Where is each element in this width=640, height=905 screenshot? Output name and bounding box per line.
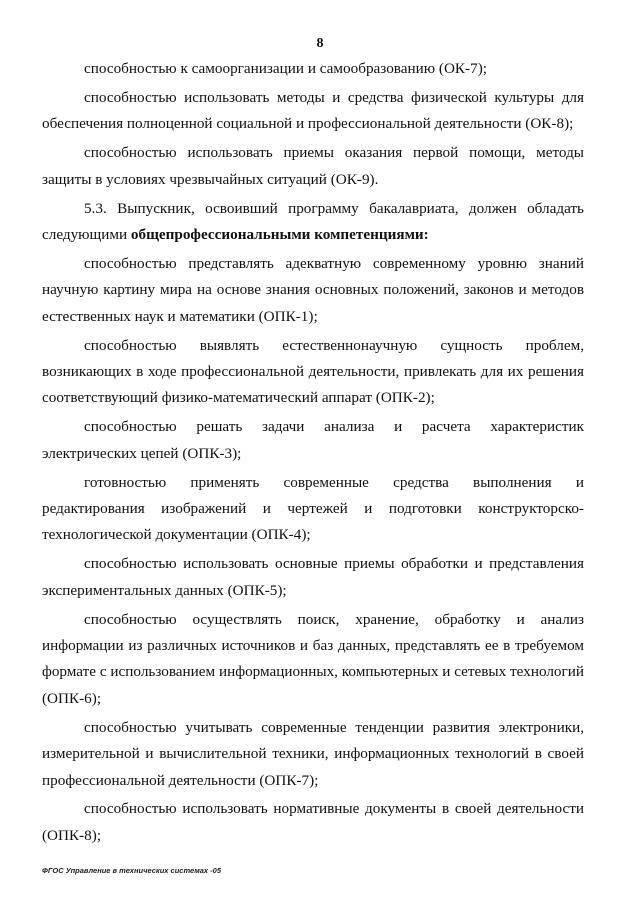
paragraph-opk6: способностью осуществлять поиск, хранение, обработку и анализ информации из различных источников и баз данных, представлять ее в требуемом формате с использованием информационных, компьютерных и сетевых технологий (ОПК-6); <box>42 610 584 707</box>
paragraph-ok8: способностью использовать методы и средства физической культуры для обеспечения полноценной социальной и профессиональной деятельности (ОК-8); <box>42 88 584 133</box>
page-number: 8 <box>316 36 324 51</box>
paragraph-opk8: способностью использовать нормативные документы в своей деятельности (ОПК-8); <box>42 800 584 844</box>
paragraph-opk1: способностью представлять адекватную современному уровню знаний научную картину мира на основе знания основных положений, законов и методов естественных наук и математики (ОПК-1); <box>42 254 584 325</box>
document-body <box>42 56 584 852</box>
paragraph-ok7: способностью к самоорганизации и самообразованию (ОК-7); <box>84 60 487 77</box>
paragraph-opk3: способностью решать задачи анализа и расчета характеристик электрических цепей (ОПК-3); <box>42 418 584 462</box>
paragraph-opk5: способностью использовать основные приемы обработки и представления экспериментальных данных (ОПК-5); <box>42 555 584 599</box>
paragraph-ok9: способностью использовать приемы оказания первой помощи, методы защиты в условиях чрезвычайных ситуаций (ОК-9). <box>42 144 584 188</box>
section-lead-text: 5.3. Выпускник, освоивший программу бакалавриата, должен обладать следующими <box>42 199 584 243</box>
section-bold-text: общепрофессиональными компетенциями: <box>130 225 429 243</box>
paragraph-opk7: способностью учитывать современные тенденции развития электроники, измерительной и вычислительной техники, информационных технологий в своей профессиональной деятельности (ОПК-7); <box>42 718 584 789</box>
paragraph-opk2: способностью выявлять естественнонаучную сущность проблем, возникающих в ходе профессиональной деятельности, привлекать для их решения соответствующий физико-математический аппарат (ОПК-2); <box>42 336 584 407</box>
page-footer: ФГОС Управление в технических системах -05 <box>42 866 222 875</box>
paragraph-opk4: готовностью применять современные средства выполнения и редактирования изображений и чертежей и подготовки конструкторско-технологической документации (ОПК-4); <box>42 473 584 544</box>
section-5-3-heading <box>42 196 584 249</box>
